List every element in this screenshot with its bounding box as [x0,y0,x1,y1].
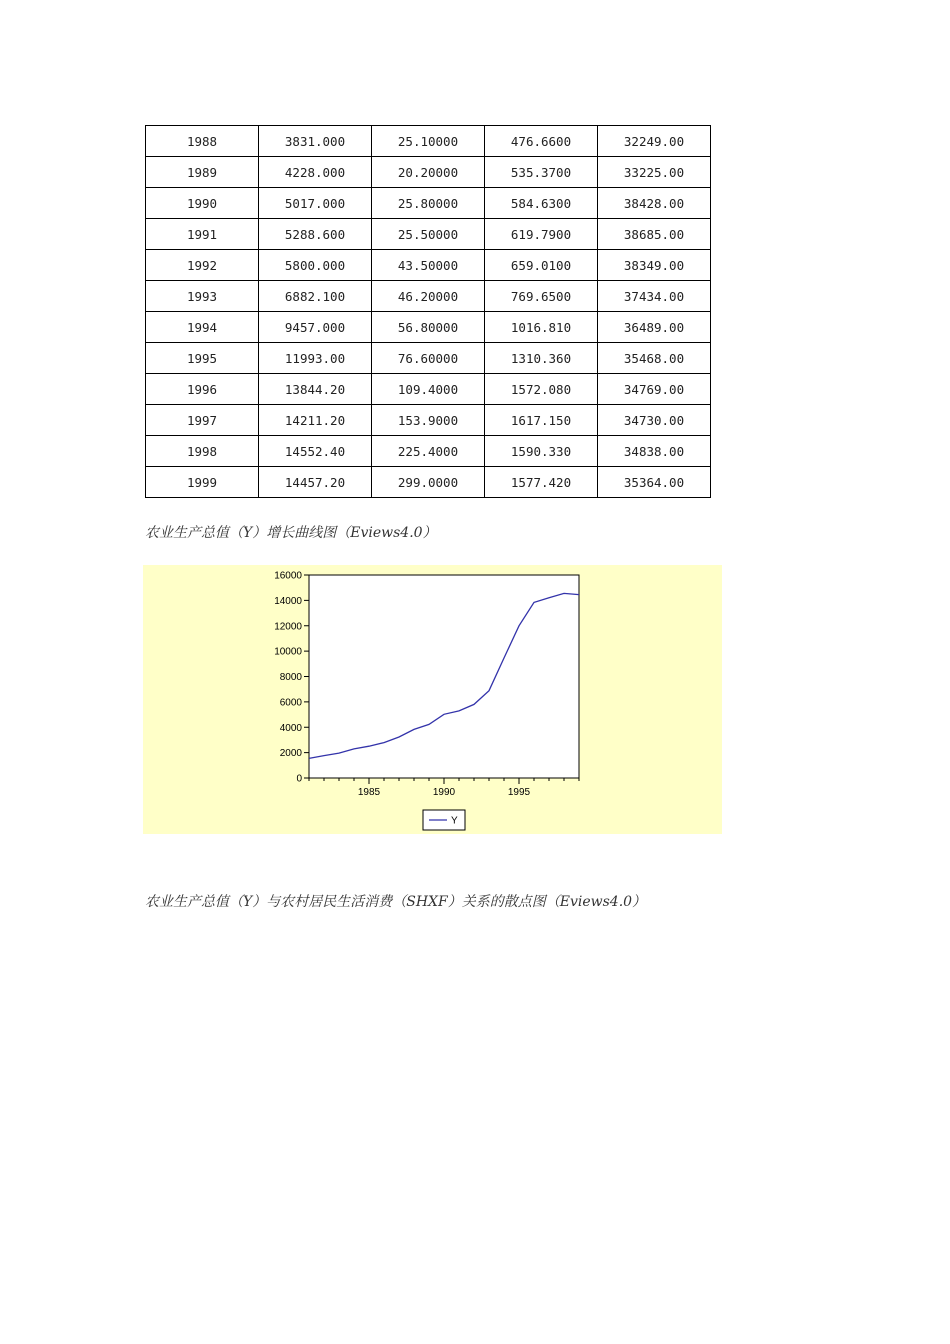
table-row [146,467,711,498]
legend-label: Y [451,815,458,827]
table-cell: 35364.00 [598,467,711,498]
line-chart-panel [143,565,722,834]
table-cell: 43.50000 [372,250,485,281]
table-cell: 1991 [146,219,259,250]
table-cell: 3831.000 [259,126,372,157]
plot-area [309,575,579,778]
table-cell: 36489.00 [598,312,711,343]
table-cell: 9457.000 [259,312,372,343]
table-cell: 33225.00 [598,157,711,188]
x-tick-label: 1995 [507,787,531,798]
table-cell: 1998 [146,436,259,467]
table-cell: 25.50000 [372,219,485,250]
table-cell: 1590.330 [485,436,598,467]
table-cell: 1577.420 [485,467,598,498]
table-cell: 1993 [146,281,259,312]
table-row [146,312,711,343]
table-cell: 14552.40 [259,436,372,467]
x-tick-label: 1985 [357,787,381,798]
table-cell: 38685.00 [598,219,711,250]
table-cell: 38428.00 [598,188,711,219]
table-cell: 584.6300 [485,188,598,219]
table-cell: 1990 [146,188,259,219]
table-cell: 619.7900 [485,219,598,250]
table-cell: 32249.00 [598,126,711,157]
table-cell: 1994 [146,312,259,343]
y-tick-label: 6000 [279,697,302,709]
y-tick-label: 10000 [274,646,302,658]
table-cell: 1997 [146,405,259,436]
table-cell: 34769.00 [598,374,711,405]
y-tick-label: 8000 [279,672,302,683]
table-cell: 34838.00 [598,436,711,467]
table-row [146,436,711,467]
table-row [146,343,711,374]
table-cell: 46.20000 [372,281,485,312]
table-cell: 659.0100 [485,250,598,281]
table-cell: 14211.20 [259,405,372,436]
table-row [146,219,711,250]
table-cell: 5017.000 [259,188,372,219]
y-tick-label: 2000 [279,748,302,760]
data-table [145,125,711,498]
table-cell: 1999 [146,467,259,498]
table-cell: 56.80000 [372,312,485,343]
table-cell: 225.4000 [372,436,485,467]
table-row [146,281,711,312]
table-cell: 1016.810 [485,312,598,343]
table-cell: 1572.080 [485,374,598,405]
table-cell: 1617.150 [485,405,598,436]
table-cell: 1310.360 [485,343,598,374]
table-cell: 4228.000 [259,157,372,188]
table-cell: 1988 [146,126,259,157]
table-cell: 25.80000 [372,188,485,219]
table-cell: 6882.100 [259,281,372,312]
table-row [146,188,711,219]
table-cell: 1995 [146,343,259,374]
chart-caption: 农业生产总值（Y）增长曲线图（Eviews4.0） [145,525,437,541]
table-row [146,157,711,188]
table-cell: 5800.000 [259,250,372,281]
table-cell: 1996 [146,374,259,405]
table-row [146,250,711,281]
y-tick-label: 12000 [274,621,302,633]
table-cell: 38349.00 [598,250,711,281]
table-cell: 1992 [146,250,259,281]
table-cell: 299.0000 [372,467,485,498]
table-cell: 1989 [146,157,259,188]
y-tick-label: 16000 [274,570,302,582]
y-tick-label: 4000 [279,722,302,734]
table-cell: 76.60000 [372,343,485,374]
table-cell: 13844.20 [259,374,372,405]
table-cell: 476.6600 [485,126,598,157]
table-cell: 535.3700 [485,157,598,188]
y-tick-label: 0 [296,773,302,785]
line-chart [143,565,722,834]
table-cell: 35468.00 [598,343,711,374]
table-cell: 20.20000 [372,157,485,188]
y-tick-label: 14000 [274,595,302,607]
table-cell: 5288.600 [259,219,372,250]
table-cell: 11993.00 [259,343,372,374]
table-row [146,374,711,405]
table-cell: 109.4000 [372,374,485,405]
table-cell: 25.10000 [372,126,485,157]
x-tick-label: 1990 [432,787,456,798]
table-cell: 153.9000 [372,405,485,436]
table-cell: 769.6500 [485,281,598,312]
table-cell: 14457.20 [259,467,372,498]
table-cell: 34730.00 [598,405,711,436]
table-cell: 37434.00 [598,281,711,312]
table-row [146,126,711,157]
scatter-caption: 农业生产总值（Y）与农村居民生活消费（SHXF）关系的散点图（Eviews4.0） [145,894,647,910]
table-row [146,405,711,436]
